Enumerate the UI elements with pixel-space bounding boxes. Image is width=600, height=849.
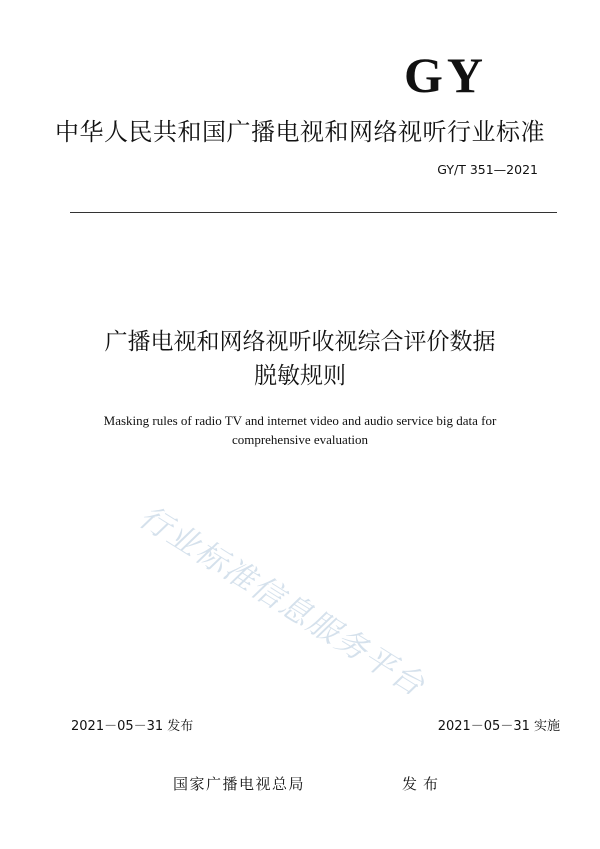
publish-label: 发布 [402,775,445,793]
title-en-line2: comprehensive evaluation [231,432,369,447]
issuing-authority: 国家广播电视总局 [173,775,306,793]
watermark-text: 行业标准信息服务平台 [132,498,432,705]
issue-date: 2021－05－31 发布 [71,719,194,734]
title-cn-line2: 脱敏规则 [254,363,346,389]
title-en-line1: Masking rules of radio TV and internet video and audio service big data for [103,413,497,428]
org-title: 中华人民共和国广播电视和网络视听行业标准 [55,118,545,146]
watermark [132,492,496,705]
title-cn-line1: 广播电视和网络视听收视综合评价数据 [104,329,496,355]
gy-logo: GY [404,47,487,103]
standard-number: GY/T 351—2021 [437,162,538,177]
header-divider [70,212,557,213]
implementation-date: 2021－05－31 实施 [437,719,560,734]
